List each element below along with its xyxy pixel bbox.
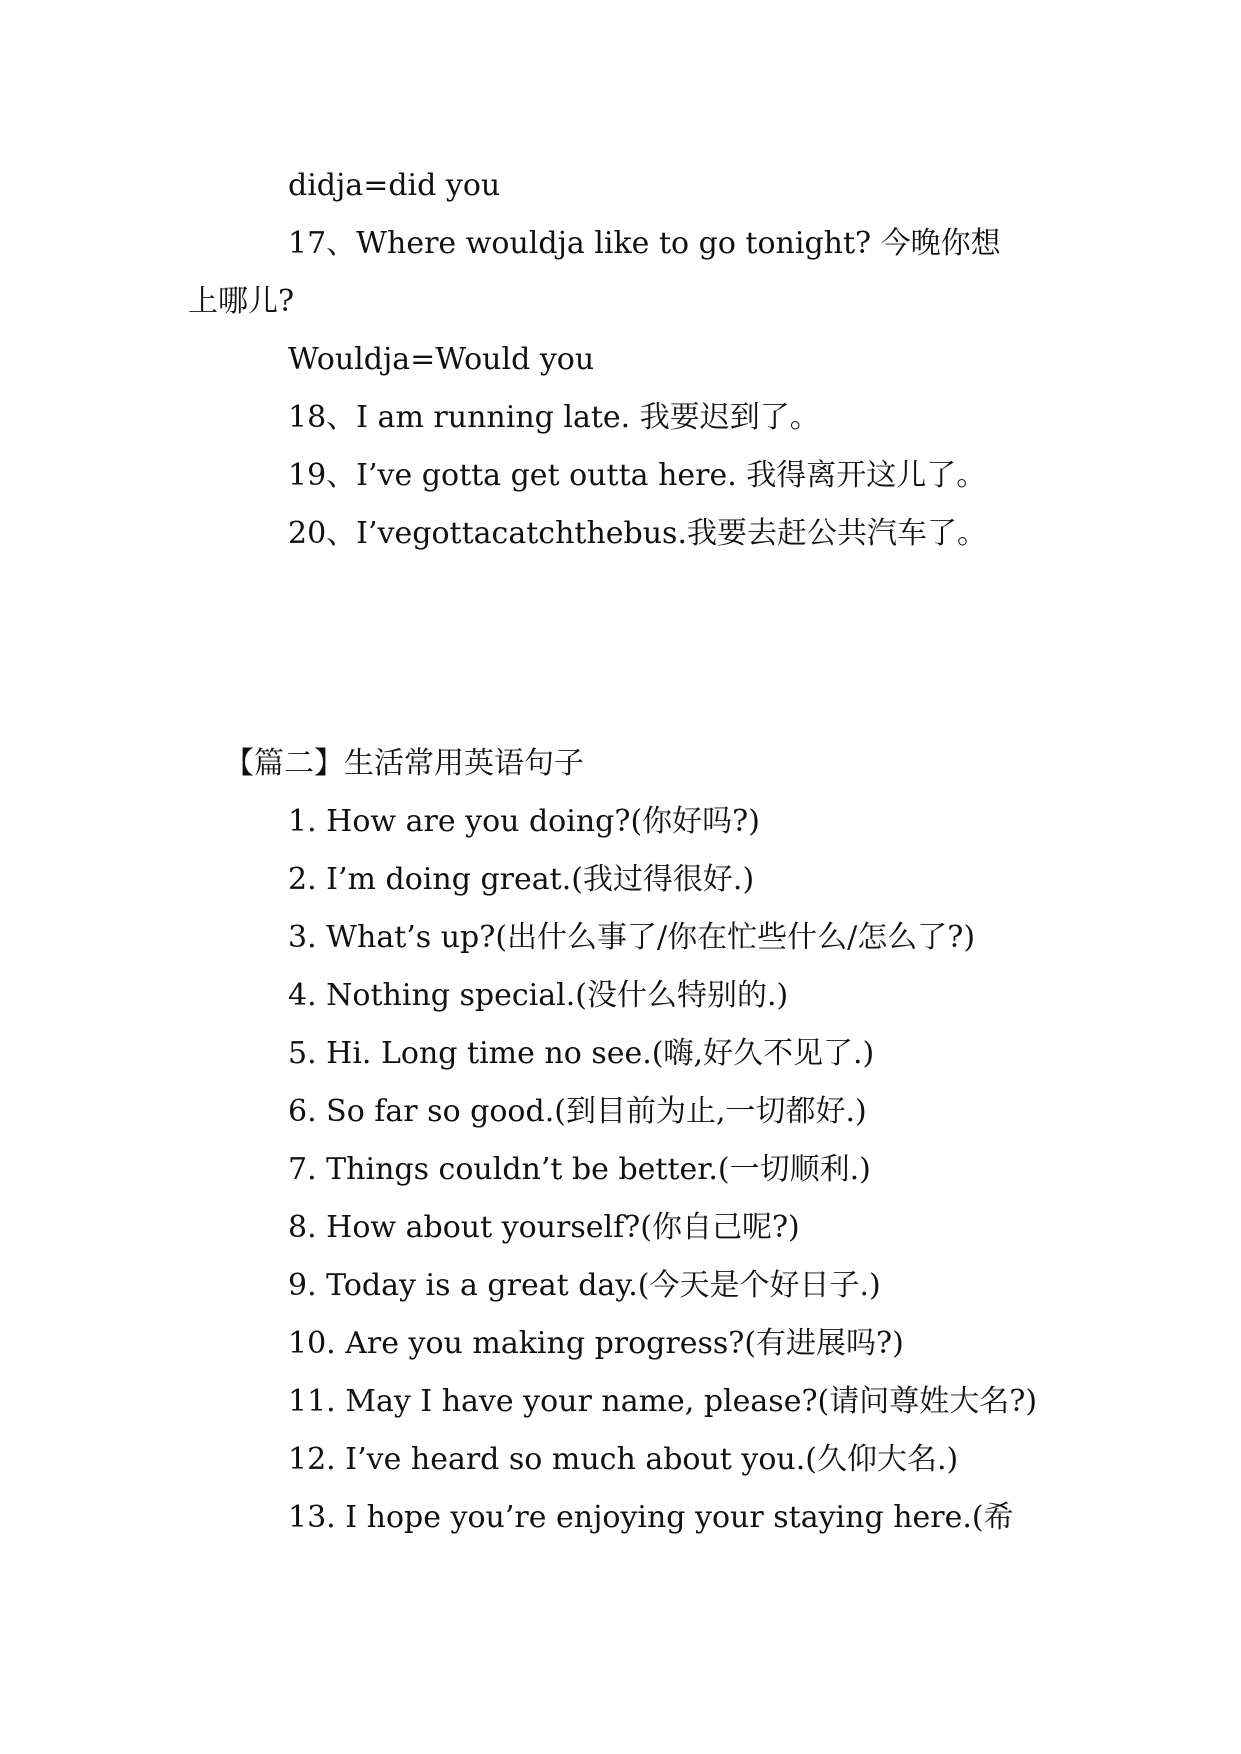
list-item-4: 4. Nothing special.(没什么特别的.) [288,978,789,1013]
text-line-19: 19、I’ve gotta get outta here. 我得离开这儿了。 [288,458,987,493]
text-line-17: 17、Where wouldja like to go tonight? 今晚你想 [288,226,1001,261]
list-item-7: 7. Things couldn’t be better.(一切顺利.) [288,1152,871,1187]
section-heading: 【篇二】生活常用英语句子 [224,746,584,781]
list-item-12: 12. I’ve heard so much about you.(久仰大名.) [288,1442,959,1477]
text-line-wouldja: Wouldja=Would you [288,342,595,377]
list-item-6: 6. So far so good.(到目前为止,一切都好.) [288,1094,867,1129]
list-item-2: 2. I’m doing great.(我过得很好.) [288,862,755,897]
list-item-9: 9. Today is a great day.(今天是个好日子.) [288,1268,881,1303]
list-item-11: 11. May I have your name, please?(请问尊姓大名?) [288,1384,1038,1419]
text-line-20: 20、I’vegottacatchthebus.我要去赶公共汽车了。 [288,516,987,551]
text-line-didja: didja=did you [288,168,501,203]
list-item-8: 8. How about yourself?(你自己呢?) [288,1210,800,1245]
text-line-18: 18、I am running late. 我要迟到了。 [288,400,820,435]
list-item-1: 1. How are you doing?(你好吗?) [288,804,760,839]
list-item-3: 3. What’s up?(出什么事了/你在忙些什么/怎么了?) [288,920,976,955]
text-line-17-continued: 上哪儿? [188,284,295,319]
list-item-5: 5. Hi. Long time no see.(嗨,好久不见了.) [288,1036,875,1071]
list-item-10: 10. Are you making progress?(有进展吗?) [288,1326,904,1361]
list-item-13: 13. I hope you’re enjoying your staying here.(希 [288,1500,1014,1535]
